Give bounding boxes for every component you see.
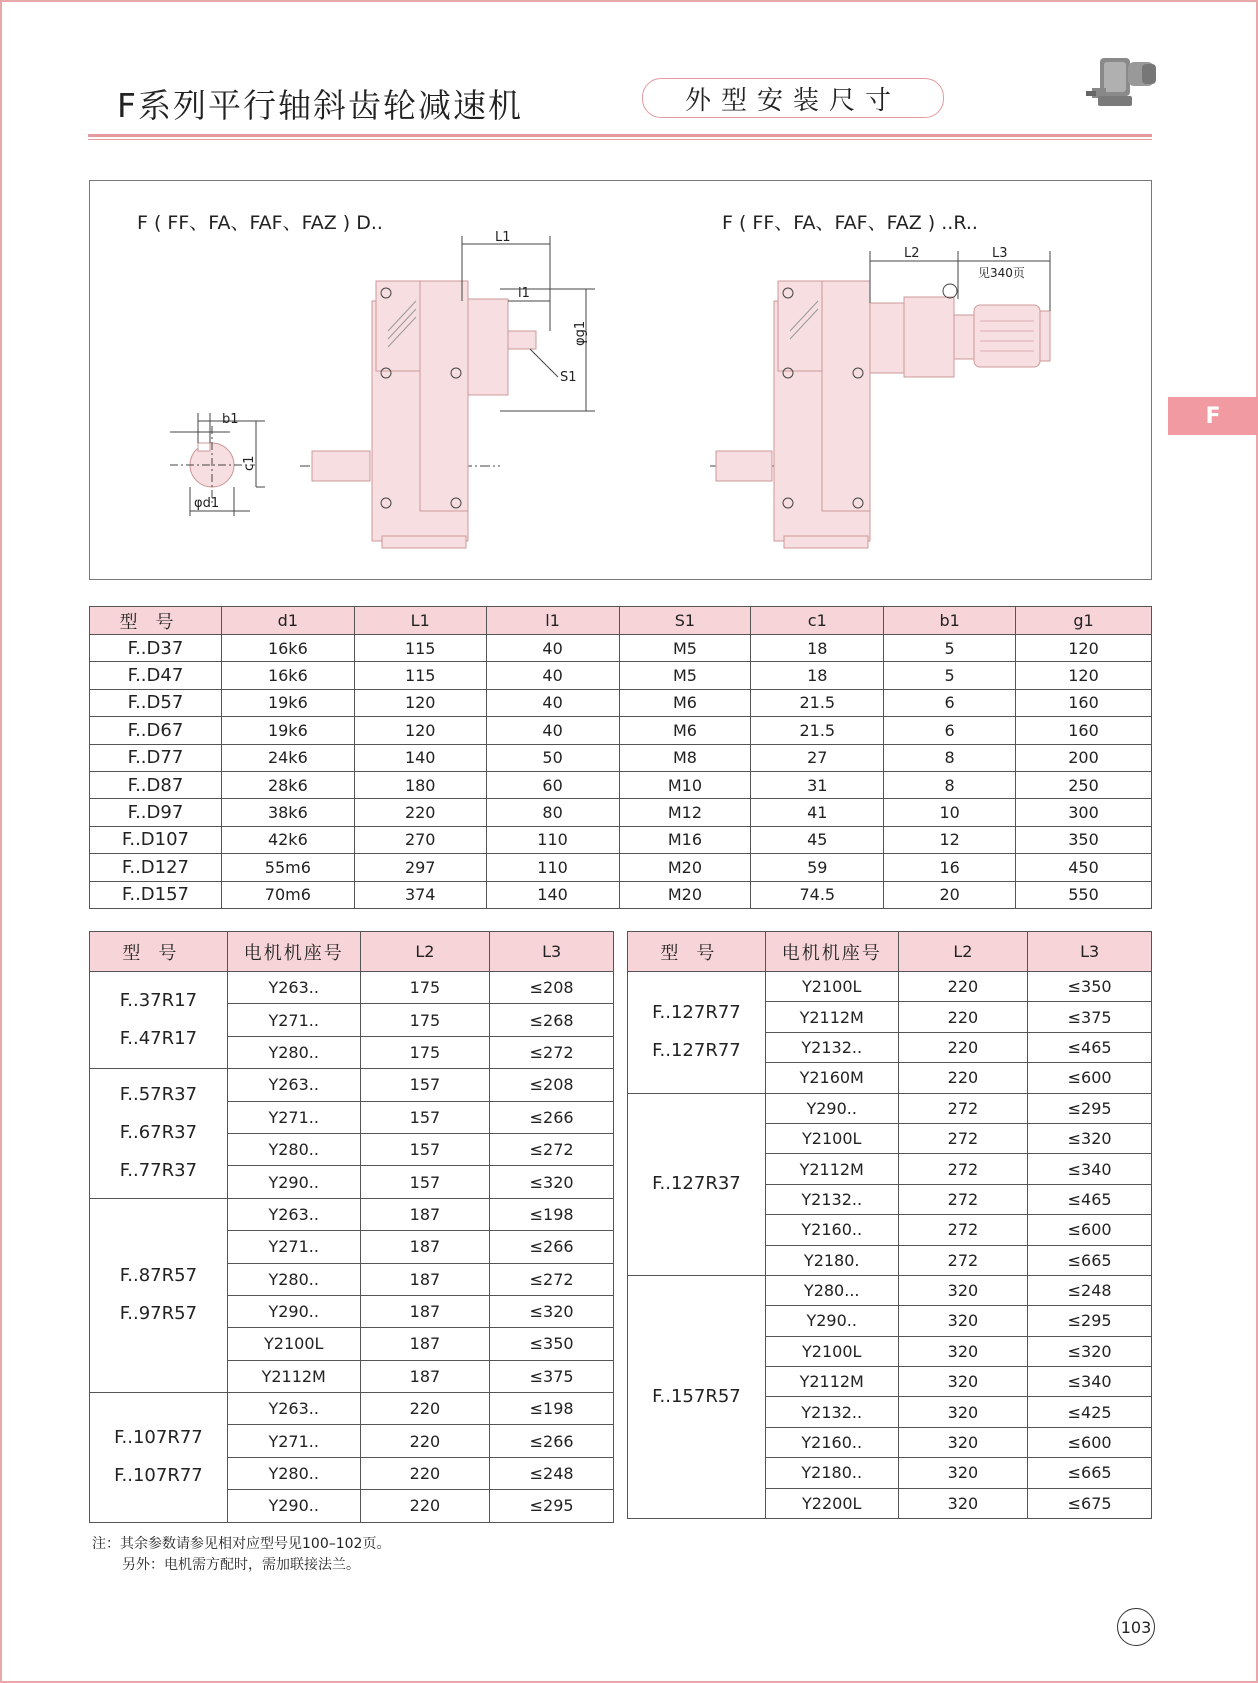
L3-cell: ≤375 [1028, 1002, 1152, 1032]
L2-cell: 187 [360, 1360, 490, 1392]
col-header-model: 型号 [628, 932, 766, 972]
L2-cell: 187 [360, 1295, 490, 1327]
motor-frame-cell: Y280.. [227, 1133, 360, 1165]
gear-reducer-thumbnail-icon [1082, 48, 1158, 118]
L2-cell: 175 [360, 1036, 490, 1068]
L2-cell: 220 [898, 1002, 1028, 1032]
page-title: F系列平行轴斜齿轮减速机 [117, 86, 523, 125]
L2-cell: 320 [898, 1275, 1028, 1305]
col-header-L3: L3 [490, 932, 614, 972]
L2-cell: 320 [898, 1458, 1028, 1488]
value-cell: 350 [1016, 826, 1152, 853]
shaft-dimension-rows [90, 635, 1152, 909]
model-group-cell [628, 1275, 766, 1518]
value-cell: 80 [486, 799, 619, 826]
value-cell: M6 [619, 689, 751, 716]
motor-frame-cell: Y2132.. [765, 1032, 898, 1062]
value-cell: 270 [354, 826, 486, 853]
col-header-d1: d1 [221, 607, 354, 635]
model-name: F..127R77 [652, 1002, 741, 1024]
L3-cell: ≤272 [490, 1133, 614, 1165]
value-cell: 160 [1016, 717, 1152, 744]
motor-frame-cell: Y263.. [227, 1198, 360, 1230]
motor-rows-right [628, 972, 1152, 1519]
L2-cell: 320 [898, 1427, 1028, 1457]
value-cell: 38k6 [221, 799, 354, 826]
table-row [90, 689, 1152, 716]
shaft-dimension-table [89, 606, 1152, 909]
model-cell: F..D157 [90, 881, 222, 908]
footnote-line-2: 另外：电机需方配时，需加联接法兰。 [122, 1557, 360, 1573]
L3-cell: ≤665 [1028, 1458, 1152, 1488]
L3-cell: ≤600 [1028, 1063, 1152, 1093]
value-cell: 220 [354, 799, 486, 826]
L2-cell: 187 [360, 1328, 490, 1360]
L2-cell: 272 [898, 1245, 1028, 1275]
see-page-note: 见340页 [978, 266, 1025, 280]
L2-cell: 320 [898, 1397, 1028, 1427]
L3-cell: ≤320 [490, 1295, 614, 1327]
L2-cell: 157 [360, 1069, 490, 1101]
right-reducer-with-motor [710, 246, 1050, 548]
value-cell: 10 [884, 799, 1016, 826]
L3-cell: ≤266 [490, 1231, 614, 1263]
motor-frame-cell: Y2112M [765, 1002, 898, 1032]
value-cell: 45 [751, 826, 884, 853]
motor-frame-cell: Y290.. [765, 1306, 898, 1336]
col-header-c1: c1 [751, 607, 884, 635]
table-row [90, 799, 1152, 826]
value-cell: 59 [751, 854, 884, 881]
value-cell: 40 [486, 635, 619, 662]
value-cell: 21.5 [751, 689, 884, 716]
motor-frame-cell: Y290.. [227, 1490, 360, 1522]
L2-cell: 272 [898, 1093, 1028, 1123]
L2-cell: 220 [898, 1032, 1028, 1062]
model-name: F..107R77 [114, 1427, 203, 1449]
L3-cell: ≤268 [490, 1004, 614, 1036]
motor-frame-cell: Y280.. [227, 1036, 360, 1068]
table-row [90, 1069, 614, 1101]
motor-frame-cell: Y2100L [227, 1328, 360, 1360]
value-cell: 55m6 [221, 854, 354, 881]
value-cell: 18 [751, 635, 884, 662]
dimension-drawings [90, 181, 1151, 579]
L3-cell: ≤198 [490, 1198, 614, 1230]
motor-frame-cell: Y2100L [765, 1336, 898, 1366]
motor-frame-cell: Y290.. [227, 1166, 360, 1198]
value-cell: 42k6 [221, 826, 354, 853]
L3-cell: ≤248 [1028, 1275, 1152, 1305]
col-header-L2: L2 [360, 932, 490, 972]
header-rule [88, 134, 1152, 137]
value-cell: 300 [1016, 799, 1152, 826]
L3-cell: ≤320 [1028, 1336, 1152, 1366]
model-name: F..77R37 [119, 1160, 198, 1182]
model-group-cell [628, 1093, 766, 1275]
value-cell: 28k6 [221, 771, 354, 798]
motor-rows-left [90, 972, 614, 1523]
value-cell: 31 [751, 771, 884, 798]
value-cell: 12 [884, 826, 1016, 853]
L3-cell: ≤465 [1028, 1032, 1152, 1062]
value-cell: 18 [751, 662, 884, 689]
drawing-panel [89, 180, 1152, 580]
L3-cell: ≤272 [490, 1036, 614, 1068]
L2-cell: 272 [898, 1215, 1028, 1245]
value-cell: 140 [486, 881, 619, 908]
l1-label: l1 [518, 286, 530, 301]
L3-cell: ≤272 [490, 1263, 614, 1295]
value-cell: M20 [619, 854, 751, 881]
col-header-model: 型号 [90, 932, 228, 972]
L3-cell: ≤320 [1028, 1123, 1152, 1153]
header-rule-thin [88, 139, 1152, 140]
table-row [90, 854, 1152, 881]
col-header-L1: L1 [354, 607, 486, 635]
model-name: F..87R57 [119, 1265, 198, 1287]
L3-cell: ≤266 [490, 1101, 614, 1133]
value-cell: M20 [619, 881, 751, 908]
L2-cell: 220 [360, 1425, 490, 1457]
value-cell: 19k6 [221, 689, 354, 716]
value-cell: 250 [1016, 771, 1152, 798]
table-row [90, 717, 1152, 744]
L3-cell: ≤600 [1028, 1427, 1152, 1457]
motor-frame-cell: Y280.. [227, 1263, 360, 1295]
table-row [90, 1198, 614, 1230]
model-cell: F..D57 [90, 689, 222, 716]
L3-cell: ≤375 [490, 1360, 614, 1392]
value-cell: 41 [751, 799, 884, 826]
L2-cell: 272 [898, 1184, 1028, 1214]
col-header-model: 型号 [90, 607, 222, 635]
value-cell: 5 [884, 635, 1016, 662]
value-cell: 20 [884, 881, 1016, 908]
value-cell: 110 [486, 854, 619, 881]
shaft-section-view [170, 412, 265, 516]
motor-frame-cell: Y2132.. [765, 1397, 898, 1427]
table-row [90, 1393, 614, 1425]
model-name: F..157R57 [652, 1385, 741, 1407]
L3-cell: ≤295 [1028, 1306, 1152, 1336]
L2-cell: 320 [898, 1306, 1028, 1336]
motor-frame-cell: Y263.. [227, 1393, 360, 1425]
motor-frame-cell: Y2112M [227, 1360, 360, 1392]
table-row [628, 972, 1152, 1002]
left-drawing-caption: F ( FF、FA、FAF、FAZ ) D.. [137, 212, 383, 234]
L3-cell: ≤208 [490, 1069, 614, 1101]
value-cell: 16k6 [221, 662, 354, 689]
model-group-cell [90, 1198, 228, 1392]
table-row [90, 662, 1152, 689]
model-group-cell [90, 972, 228, 1069]
value-cell: 16 [884, 854, 1016, 881]
L2-cell: 320 [898, 1488, 1028, 1518]
model-name: F..67R37 [119, 1122, 198, 1144]
table-row [90, 744, 1152, 771]
model-cell: F..D97 [90, 799, 222, 826]
L1-label: L1 [495, 230, 511, 245]
L2-cell: 175 [360, 1004, 490, 1036]
motor-frame-cell: Y2180.. [765, 1458, 898, 1488]
col-header-L2: L2 [898, 932, 1028, 972]
value-cell: M12 [619, 799, 751, 826]
section-tab[interactable]: F [1168, 397, 1258, 435]
table-row [90, 881, 1152, 908]
value-cell: 21.5 [751, 717, 884, 744]
value-cell: 5 [884, 662, 1016, 689]
model-name: F..37R17 [119, 990, 198, 1012]
value-cell: 200 [1016, 744, 1152, 771]
L2-cell: 187 [360, 1198, 490, 1230]
table-row [628, 1093, 1152, 1123]
motor-table-left [89, 931, 614, 1523]
L3-cell: ≤665 [1028, 1245, 1152, 1275]
model-cell: F..D77 [90, 744, 222, 771]
L2-cell: 157 [360, 1166, 490, 1198]
value-cell: 6 [884, 689, 1016, 716]
value-cell: 16k6 [221, 635, 354, 662]
motor-frame-cell: Y263.. [227, 1069, 360, 1101]
model-name: F..97R57 [119, 1303, 198, 1325]
value-cell: 70m6 [221, 881, 354, 908]
L3-cell: ≤425 [1028, 1397, 1152, 1427]
motor-frame-cell: Y290.. [227, 1295, 360, 1327]
motor-frame-cell: Y290.. [765, 1093, 898, 1123]
footnote-line-1: 注：其余参数请参见相对应型号见100–102页。 [92, 1536, 391, 1552]
value-cell: 110 [486, 826, 619, 853]
b1-label: b1 [222, 412, 239, 427]
section-pill: 外型安装尺寸 [642, 78, 944, 118]
col-header-S1: S1 [619, 607, 751, 635]
c1-label: c1 [242, 455, 257, 471]
value-cell: 180 [354, 771, 486, 798]
value-cell: 8 [884, 771, 1016, 798]
motor-frame-cell: Y2112M [765, 1154, 898, 1184]
table-row [90, 635, 1152, 662]
col-header-b1: b1 [884, 607, 1016, 635]
motor-frame-cell: Y2160.. [765, 1427, 898, 1457]
model-name: F..127R37 [652, 1173, 741, 1195]
right-drawing-caption: F ( FF、FA、FAF、FAZ ) ..R.. [722, 212, 978, 234]
L3-label: L3 [992, 246, 1008, 261]
col-header-g1: g1 [1016, 607, 1152, 635]
value-cell: 40 [486, 689, 619, 716]
motor-table-right [627, 931, 1152, 1519]
value-cell: 24k6 [221, 744, 354, 771]
L3-cell: ≤350 [490, 1328, 614, 1360]
value-cell: 60 [486, 771, 619, 798]
model-name: F..57R37 [119, 1084, 198, 1106]
table-row [628, 1275, 1152, 1305]
L3-cell: ≤350 [1028, 972, 1152, 1002]
col-header-motor-frame: 电机机座号 [765, 932, 898, 972]
footnote [92, 1534, 390, 1576]
S1-label: S1 [560, 370, 577, 385]
L2-cell: 220 [898, 1063, 1028, 1093]
value-cell: 19k6 [221, 717, 354, 744]
value-cell: 27 [751, 744, 884, 771]
d1-label: φd1 [194, 496, 220, 511]
L2-cell: 157 [360, 1101, 490, 1133]
L3-cell: ≤295 [490, 1490, 614, 1522]
motor-frame-cell: Y2200L [765, 1488, 898, 1518]
L2-cell: 220 [360, 1490, 490, 1522]
model-cell: F..D37 [90, 635, 222, 662]
model-name: F..127R77 [652, 1040, 741, 1062]
value-cell: 550 [1016, 881, 1152, 908]
value-cell: M5 [619, 662, 751, 689]
model-group-cell [90, 1069, 228, 1199]
col-header-l1: l1 [486, 607, 619, 635]
L2-cell: 220 [898, 972, 1028, 1002]
L3-cell: ≤198 [490, 1393, 614, 1425]
L3-cell: ≤465 [1028, 1184, 1152, 1214]
left-reducer-body [300, 230, 595, 548]
model-group-cell [628, 972, 766, 1094]
motor-frame-cell: Y280... [765, 1275, 898, 1305]
value-cell: M16 [619, 826, 751, 853]
value-cell: 40 [486, 717, 619, 744]
motor-frame-cell: Y271.. [227, 1004, 360, 1036]
L3-cell: ≤675 [1028, 1488, 1152, 1518]
motor-frame-cell: Y2100L [765, 972, 898, 1002]
model-cell: F..D127 [90, 854, 222, 881]
value-cell: 120 [1016, 635, 1152, 662]
model-cell: F..D47 [90, 662, 222, 689]
model-cell: F..D67 [90, 717, 222, 744]
value-cell: M8 [619, 744, 751, 771]
L3-cell: ≤295 [1028, 1093, 1152, 1123]
value-cell: 120 [1016, 662, 1152, 689]
motor-frame-cell: Y2160.. [765, 1215, 898, 1245]
table-row [90, 826, 1152, 853]
value-cell: M6 [619, 717, 751, 744]
value-cell: 120 [354, 717, 486, 744]
motor-frame-cell: Y271.. [227, 1425, 360, 1457]
value-cell: M5 [619, 635, 751, 662]
L2-cell: 220 [360, 1393, 490, 1425]
L2-cell: 187 [360, 1263, 490, 1295]
value-cell: M10 [619, 771, 751, 798]
L2-cell: 175 [360, 972, 490, 1004]
value-cell: 115 [354, 662, 486, 689]
value-cell: 8 [884, 744, 1016, 771]
L2-cell: 272 [898, 1123, 1028, 1153]
L2-cell: 187 [360, 1231, 490, 1263]
value-cell: 120 [354, 689, 486, 716]
value-cell: 140 [354, 744, 486, 771]
g1-label: φg1 [573, 320, 588, 346]
L2-cell: 272 [898, 1154, 1028, 1184]
motor-frame-cell: Y2180. [765, 1245, 898, 1275]
page-number: 103 [1117, 1608, 1155, 1646]
L3-cell: ≤340 [1028, 1154, 1152, 1184]
value-cell: 40 [486, 662, 619, 689]
motor-frame-cell: Y2160M [765, 1063, 898, 1093]
motor-frame-cell: Y263.. [227, 972, 360, 1004]
value-cell: 374 [354, 881, 486, 908]
L2-cell: 320 [898, 1367, 1028, 1397]
model-cell: F..D87 [90, 771, 222, 798]
L3-cell: ≤320 [490, 1166, 614, 1198]
motor-frame-cell: Y2112M [765, 1367, 898, 1397]
motor-frame-cell: Y280.. [227, 1457, 360, 1489]
value-cell: 450 [1016, 854, 1152, 881]
value-cell: 115 [354, 635, 486, 662]
motor-frame-cell: Y2100L [765, 1123, 898, 1153]
L2-cell: 220 [360, 1457, 490, 1489]
L3-cell: ≤248 [490, 1457, 614, 1489]
value-cell: 50 [486, 744, 619, 771]
L3-cell: ≤266 [490, 1425, 614, 1457]
L3-cell: ≤340 [1028, 1367, 1152, 1397]
L2-cell: 157 [360, 1133, 490, 1165]
value-cell: 297 [354, 854, 486, 881]
model-name: F..107R77 [114, 1465, 203, 1487]
motor-frame-cell: Y2132.. [765, 1184, 898, 1214]
L3-cell: ≤208 [490, 972, 614, 1004]
value-cell: 6 [884, 717, 1016, 744]
model-group-cell [90, 1393, 228, 1523]
col-header-L3: L3 [1028, 932, 1152, 972]
table-row [90, 771, 1152, 798]
table-row [90, 972, 614, 1004]
model-name: F..47R17 [119, 1028, 198, 1050]
motor-frame-cell: Y271.. [227, 1231, 360, 1263]
L3-cell: ≤600 [1028, 1215, 1152, 1245]
model-cell: F..D107 [90, 826, 222, 853]
motor-frame-cell: Y271.. [227, 1101, 360, 1133]
L2-cell: 320 [898, 1336, 1028, 1366]
value-cell: 74.5 [751, 881, 884, 908]
L2-label: L2 [904, 246, 920, 261]
col-header-motor-frame: 电机机座号 [227, 932, 360, 972]
value-cell: 160 [1016, 689, 1152, 716]
